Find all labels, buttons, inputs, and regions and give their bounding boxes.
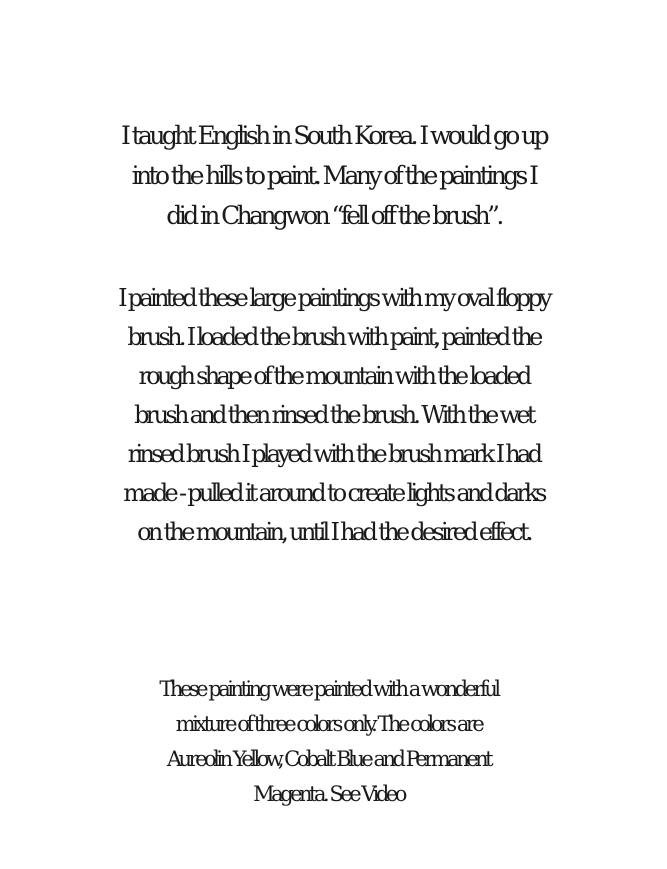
technique-paragraph [0,279,667,552]
paragraph-line: brush and then rinsed the brush. With the wet [134,401,533,429]
see-video-link[interactable]: See Video [329,782,404,806]
paragraph-line: I painted these large paintings with my oval floppy [118,284,549,312]
paragraph-line: did in Changwon “fell off the brush”. [166,201,501,230]
paragraph-line: Aureolin Yellow, Cobalt Blue and Permanent [166,747,491,771]
paragraph-line: into the hills to paint. Many of the paintings I [131,161,536,190]
paragraph-line: brush. I loaded the brush with paint, painted the [127,323,540,351]
paragraph-line: These painting were painted with a wonderful [159,677,498,701]
paragraph-line: mixture of three colors only. The colors are [175,712,482,736]
paragraph-line: made - pulled it around to create lights and darks [123,479,544,507]
paragraph-line-text: Magenta. [253,782,327,806]
paragraph-line: rough shape of the mountain with the loaded [138,362,529,390]
intro-paragraph [0,116,667,236]
paragraph-last-line [0,777,662,812]
paragraph-line: I taught English in South Korea. I would go up [120,121,547,150]
paragraph-line: on the mountain, until I had the desired effect. [137,518,530,546]
colors-paragraph [0,672,662,812]
paragraph-line: rinsed brush I played with the brush mark I had [127,440,540,468]
